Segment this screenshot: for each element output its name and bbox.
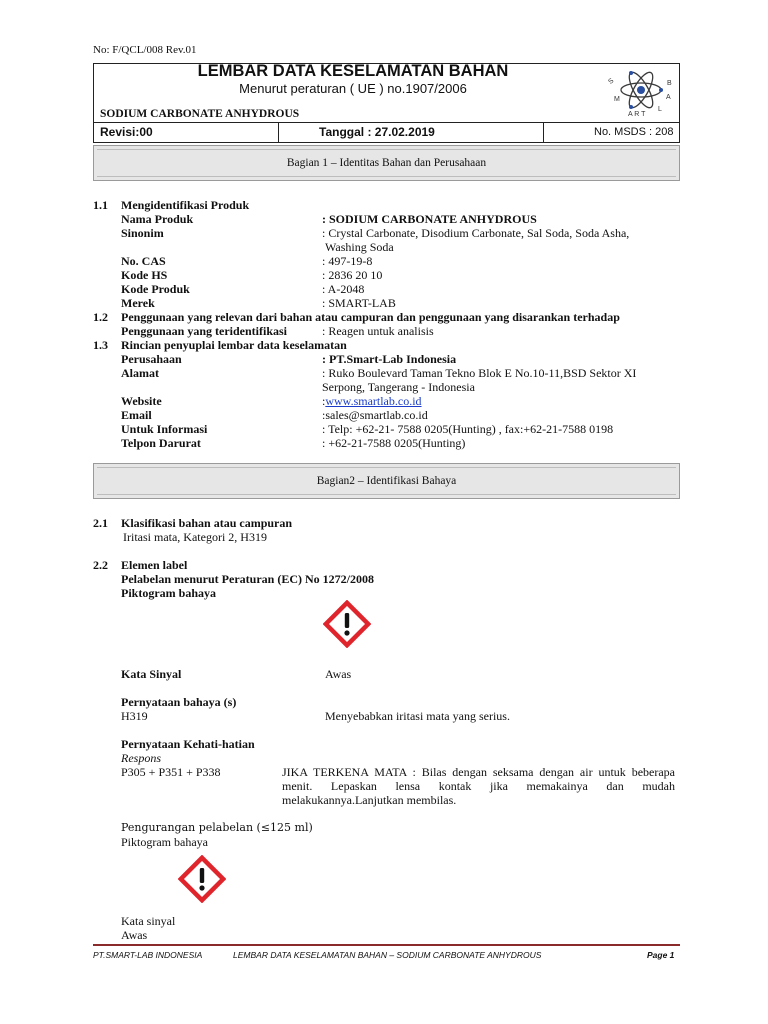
product-name-header: SODIUM CARBONATE ANHYDROUS <box>100 108 300 120</box>
footer-rule <box>93 944 680 946</box>
p-code: P305 + P351 + P338 <box>121 765 221 779</box>
merek-value: : SMART-LAB <box>322 296 396 310</box>
svg-text:A R T: A R T <box>628 111 646 118</box>
piktogram-label: Piktogram bahaya <box>121 586 217 600</box>
footer-document: LEMBAR DATA KESELAMATAN BAHAN – SODIUM CARBONATE ANHYDROUS <box>233 950 542 960</box>
footer-company: PT.SMART-LAB INDONESIA <box>93 950 203 960</box>
smart-lab-logo <box>606 63 676 121</box>
pelabelan-text: Pelabelan menurut Peraturan (EC) No 1272/2008 <box>121 572 374 586</box>
revision-number: Revisi:00 <box>94 123 279 142</box>
s11-title: Mengidentifikasi Produk <box>121 198 250 212</box>
ghs-exclamation-icon-2 <box>178 855 226 903</box>
alamat-label: Alamat <box>121 366 159 380</box>
sinonim-value-2: Washing Soda <box>325 240 394 254</box>
website-value <box>322 394 422 408</box>
piktogram-2-label: Piktogram bahaya <box>121 835 208 849</box>
s12-number: 1.2 <box>93 310 108 324</box>
pengurangan-label: Pengurangan pelabelan (≤125 ml) <box>121 821 313 834</box>
section-1-heading: Bagian 1 – Identitas Bahan dan Perusahaan <box>286 157 487 169</box>
cas-label: No. CAS <box>121 254 166 268</box>
kata-sinyal-2-label: Kata sinyal <box>121 914 176 928</box>
email-value: :sales@smartlab.co.id <box>322 408 428 422</box>
nama-produk-label: Nama Produk <box>121 212 194 226</box>
svg-text:L: L <box>658 106 662 113</box>
s11-number: 1.1 <box>93 198 108 212</box>
darurat-label: Telpon Darurat <box>121 436 201 450</box>
kata-sinyal-label: Kata Sinyal <box>121 667 182 681</box>
website-label: Website <box>121 394 162 408</box>
s12-title: Penggunaan yang relevan dari bahan atau campuran dan penggunaan yang disarankan terhadap <box>121 310 620 324</box>
info-label: Untuk Informasi <box>121 422 208 436</box>
hs-label: Kode HS <box>121 268 168 282</box>
hs-value: : 2836 20 10 <box>322 268 383 282</box>
perusahaan-label: Perusahaan <box>121 352 182 366</box>
h-text: Menyebabkan iritasi mata yang serius. <box>325 709 510 723</box>
website-colon: : <box>322 394 326 408</box>
s22-title: Elemen label <box>121 558 188 572</box>
sinonim-label: Sinonim <box>121 226 164 240</box>
use-value: : Reagen untuk analisis <box>322 324 434 338</box>
s21-number: 2.1 <box>93 516 108 530</box>
cas-value: : 497-19-8 <box>322 254 373 268</box>
section-2-heading: Bagian2 – Identifikasi Bahaya <box>316 475 457 487</box>
email-label: Email <box>121 408 152 422</box>
kode-produk-value: : A-2048 <box>322 282 365 296</box>
kode-produk-label: Kode Produk <box>121 282 190 296</box>
s13-title: Rincian penyuplai lembar data keselamatan <box>121 338 347 352</box>
svg-text:A: A <box>666 94 671 101</box>
atom-icon <box>606 63 676 121</box>
s22-number: 2.2 <box>93 558 108 572</box>
perusahaan-value: : PT.Smart-Lab Indonesia <box>322 352 457 366</box>
section-2-band <box>93 463 680 499</box>
kehati-hatian-label: Pernyataan Kehati-hatian <box>121 737 255 751</box>
merek-label: Merek <box>121 296 155 310</box>
s21-value: Iritasi mata, Kategori 2, H319 <box>123 530 267 544</box>
p-text: JIKA TERKENA MATA : Bilas dengan seksama dengan air untuk beberapa menit. Lepaskan lensa kontak jika memakainya dan mudah melakukannya.Lanjutkan membilas. <box>282 765 675 807</box>
kata-sinyal-2-value: Awas <box>121 928 148 942</box>
s13-number: 1.3 <box>93 338 108 352</box>
nama-produk-value: : SODIUM CARBONATE ANHYDROUS <box>322 212 537 226</box>
kata-sinyal-value: Awas <box>325 667 352 681</box>
msds-number: No. MSDS : 208 <box>594 126 674 138</box>
document-title: LEMBAR DATA KESELAMATAN BAHAN <box>197 62 509 80</box>
pernyataan-bahaya-label: Pernyataan bahaya (s) <box>121 695 237 709</box>
s21-title: Klasifikasi bahan atau campuran <box>121 516 293 530</box>
h-code: H319 <box>121 709 148 723</box>
info-value: : Telp: +62-21- 7588 0205(Hunting) , fax:+62-21-7588 0198 <box>322 422 614 436</box>
svg-text:B: B <box>667 80 672 87</box>
alamat-value: : Ruko Boulevard Taman Tekno Blok E No.10-11,BSD Sektor XI <box>322 366 637 380</box>
respons-label: Respons <box>121 751 161 765</box>
use-label: Penggunaan yang teridentifikasi <box>121 324 288 338</box>
sinonim-value: : Crystal Carbonate, Disodium Carbonate, Sal Soda, Soda Asha, <box>322 226 630 240</box>
ghs-exclamation-icon <box>323 600 371 648</box>
document-number: No: F/QCL/008 Rev.01 <box>93 44 197 56</box>
document-subtitle: Menurut peraturan ( UE ) no.1907/2006 <box>239 81 467 96</box>
svg-text:S: S <box>607 77 616 86</box>
section-1-band <box>93 145 680 181</box>
alamat-value-2: Serpong, Tangerang - Indonesia <box>322 380 475 394</box>
website-link[interactable]: www.smartlab.co.id <box>325 394 422 408</box>
footer-page: Page 1 <box>647 950 675 960</box>
revision-date: Tanggal : 27.02.2019 <box>279 123 544 142</box>
revision-row <box>93 123 680 143</box>
darurat-value: : +62-21-7588 0205(Hunting) <box>322 436 466 450</box>
svg-text:M: M <box>614 96 620 103</box>
